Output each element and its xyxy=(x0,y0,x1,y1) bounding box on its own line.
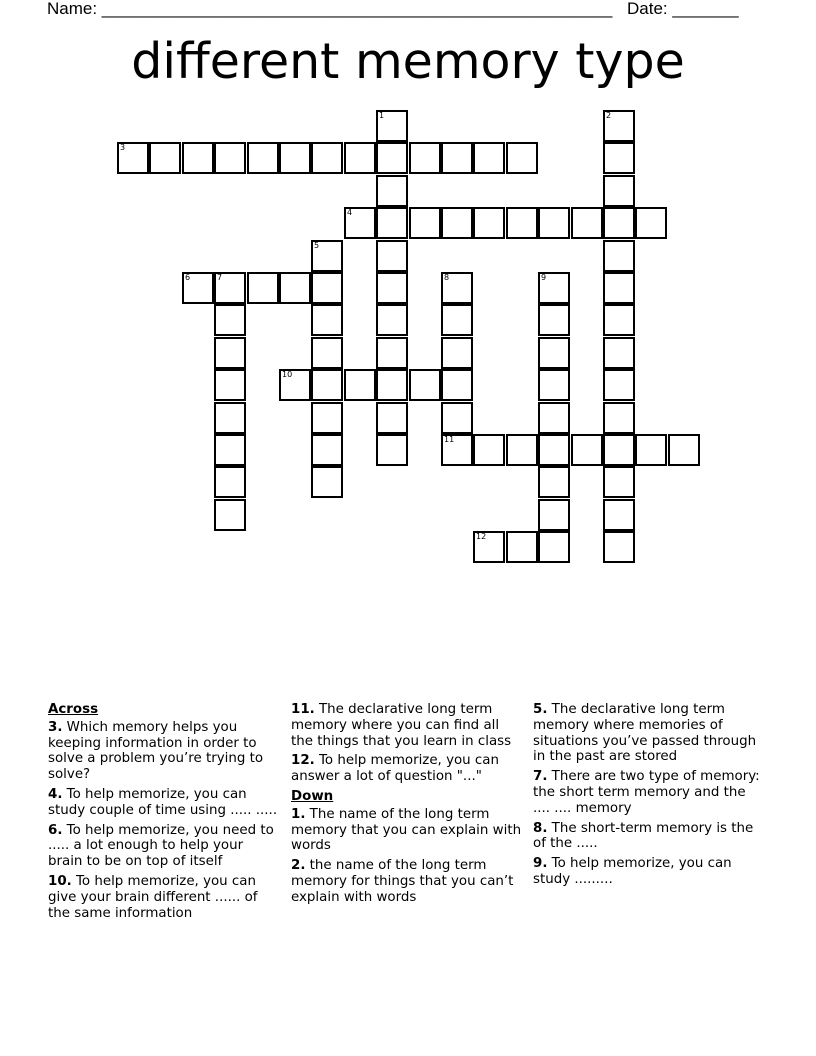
crossword-cell[interactable] xyxy=(441,304,473,336)
clue-number: 6. xyxy=(48,822,63,838)
crossword-cell[interactable] xyxy=(473,207,505,239)
crossword-cell[interactable] xyxy=(182,272,214,304)
clue-across-6 xyxy=(48,823,280,870)
crossword-cell[interactable] xyxy=(376,434,408,466)
clue-text: The declarative long term memory where you can find all the things that you learn in class xyxy=(291,702,512,749)
cell-number: 12 xyxy=(476,532,487,541)
clue-across-4 xyxy=(48,787,280,819)
clue-across-3 xyxy=(48,720,280,783)
crossword-cell[interactable] xyxy=(182,142,214,174)
crossword-cell[interactable] xyxy=(473,531,505,563)
clue-text: To help memorize, you can answer a lot of question "..." xyxy=(291,753,499,785)
crossword-cell[interactable] xyxy=(376,402,408,434)
clue-text: The declarative long term memory where memories of situations you’ve passed through in the past are stored xyxy=(533,702,757,765)
name-field-label[interactable]: Name: ______________________________________________________ xyxy=(47,0,613,18)
cell-number: 7 xyxy=(217,273,223,282)
crossword-cell[interactable] xyxy=(441,402,473,434)
clue-down-1 xyxy=(291,807,523,854)
clue-text: There are two type of memory: the short term memory and the .... .... memory xyxy=(533,769,760,816)
crossword-cell[interactable] xyxy=(214,337,246,369)
clue-text: To help memorize, you can give your brain different ...... of the same information xyxy=(48,873,258,921)
clue-across-12 xyxy=(291,753,523,785)
crossword-cell[interactable] xyxy=(117,142,149,174)
crossword-cell[interactable] xyxy=(473,434,505,466)
crossword-cell[interactable] xyxy=(603,240,635,272)
clue-number: 8. xyxy=(533,820,548,836)
crossword-cell[interactable] xyxy=(603,175,635,207)
crossword-cell[interactable] xyxy=(344,207,376,239)
crossword-cell[interactable] xyxy=(603,337,635,369)
clue-number: 5. xyxy=(533,702,548,717)
crossword-cell[interactable] xyxy=(376,175,408,207)
crossword-cell[interactable] xyxy=(603,207,635,239)
crossword-cell[interactable] xyxy=(603,499,635,531)
clue-across-10 xyxy=(48,874,280,921)
clue-across-11 xyxy=(291,702,523,749)
crossword-cell[interactable] xyxy=(538,434,570,466)
clue-number: 12. xyxy=(291,753,315,769)
page-title: different memory type xyxy=(131,33,685,90)
crossword-cell[interactable] xyxy=(376,369,408,401)
crossword-cell[interactable] xyxy=(538,531,570,563)
crossword-cell[interactable] xyxy=(603,142,635,174)
crossword-cell[interactable] xyxy=(247,272,279,304)
clue-number: 7. xyxy=(533,769,548,785)
clue-text: The short-term memory is the of the ..... xyxy=(533,820,754,852)
crossword-cell[interactable] xyxy=(311,240,343,272)
cell-number: 5 xyxy=(314,241,320,250)
crossword-cell[interactable] xyxy=(279,142,311,174)
clues-column-2 xyxy=(291,702,523,910)
clue-down-5 xyxy=(533,702,765,765)
clues-column-1 xyxy=(48,702,280,925)
clue-down-9 xyxy=(533,856,765,888)
crossword-cell[interactable] xyxy=(635,207,667,239)
crossword-cell[interactable] xyxy=(214,466,246,498)
crossword-cell[interactable] xyxy=(538,466,570,498)
crossword-cell[interactable] xyxy=(409,207,441,239)
crossword-cell[interactable] xyxy=(635,434,667,466)
crossword-cell[interactable] xyxy=(538,207,570,239)
crossword-cell[interactable] xyxy=(376,304,408,336)
clue-number: 1. xyxy=(291,806,306,822)
cell-number: 2 xyxy=(606,111,612,120)
cell-number: 9 xyxy=(541,273,547,282)
crossword-cell[interactable] xyxy=(311,434,343,466)
clue-text: To help memorize, you can study ......... xyxy=(533,856,732,887)
crossword-cell[interactable] xyxy=(538,304,570,336)
clue-text: To help memorize, you need to ..... a lot enough to help your brain to be on top of itself xyxy=(48,822,274,870)
crossword-cell[interactable] xyxy=(473,142,505,174)
clue-down-7 xyxy=(533,769,765,816)
crossword-cell[interactable] xyxy=(603,369,635,401)
crossword-cell[interactable] xyxy=(376,272,408,304)
crossword-cell[interactable] xyxy=(214,499,246,531)
crossword-cell[interactable] xyxy=(376,110,408,142)
across-heading: Across xyxy=(48,702,99,717)
crossword-cell[interactable] xyxy=(571,434,603,466)
crossword-cell[interactable] xyxy=(506,531,538,563)
clue-number: 10. xyxy=(48,873,72,889)
crossword-cell[interactable] xyxy=(668,434,700,466)
clue-text: the name of the long term memory for things that you can’t explain with words xyxy=(291,858,514,905)
crossword-cell[interactable] xyxy=(603,434,635,466)
crossword-cell[interactable] xyxy=(441,337,473,369)
crossword-cell[interactable] xyxy=(376,142,408,174)
clue-number: 9. xyxy=(533,856,548,872)
crossword-cell[interactable] xyxy=(279,369,311,401)
crossword-cell[interactable] xyxy=(441,434,473,466)
cell-number: 8 xyxy=(444,273,450,282)
cell-number: 4 xyxy=(347,208,353,217)
crossword-cell[interactable] xyxy=(538,369,570,401)
crossword-cell[interactable] xyxy=(376,337,408,369)
crossword-cell[interactable] xyxy=(603,272,635,304)
crossword-cell[interactable] xyxy=(214,434,246,466)
crossword-cell[interactable] xyxy=(441,369,473,401)
crossword-cell[interactable] xyxy=(214,402,246,434)
crossword-cell[interactable] xyxy=(538,499,570,531)
cell-number: 10 xyxy=(282,370,293,379)
crossword-cell[interactable] xyxy=(538,337,570,369)
crossword-cell[interactable] xyxy=(603,304,635,336)
crossword-cell[interactable] xyxy=(538,402,570,434)
crossword-cell[interactable] xyxy=(344,369,376,401)
clue-number: 3. xyxy=(48,719,63,735)
cell-number: 3 xyxy=(120,143,126,152)
crossword-cell[interactable] xyxy=(409,142,441,174)
crossword-cell[interactable] xyxy=(311,369,343,401)
crossword-cell[interactable] xyxy=(311,142,343,174)
cell-number: 11 xyxy=(444,435,455,444)
down-heading: Down xyxy=(291,788,334,804)
clue-number: 4. xyxy=(48,786,63,802)
crossword-cell[interactable] xyxy=(311,466,343,498)
clue-text: Which memory helps you keeping information in order to solve a problem you’re trying to solve? xyxy=(48,719,264,783)
crossword-cell[interactable] xyxy=(311,272,343,304)
crossword-cell[interactable] xyxy=(311,402,343,434)
crossword-cell[interactable] xyxy=(506,142,538,174)
crossword-cell[interactable] xyxy=(376,207,408,239)
crossword-cell[interactable] xyxy=(441,272,473,304)
clue-text: To help memorize, you can study couple of time using ..... ..... xyxy=(48,786,278,818)
crossword-cell[interactable] xyxy=(279,272,311,304)
cell-number: 1 xyxy=(379,111,385,120)
crossword-cell[interactable] xyxy=(506,207,538,239)
crossword-cell[interactable] xyxy=(149,142,181,174)
crossword-cell[interactable] xyxy=(214,369,246,401)
crossword-cell[interactable] xyxy=(376,240,408,272)
clue-down-8 xyxy=(533,821,765,853)
crossword-cell[interactable] xyxy=(344,142,376,174)
clue-down-2 xyxy=(291,858,523,905)
date-field-label[interactable]: Date: _______ xyxy=(627,0,739,18)
clue-text: The name of the long term memory that you can explain with words xyxy=(291,806,522,854)
clue-number: 11. xyxy=(291,702,315,717)
crossword-cell[interactable] xyxy=(603,110,635,142)
crossword-cell[interactable] xyxy=(571,207,603,239)
crossword-cell[interactable] xyxy=(214,304,246,336)
crossword-cell[interactable] xyxy=(311,304,343,336)
crossword-cell[interactable] xyxy=(441,142,473,174)
crossword-cell[interactable] xyxy=(311,337,343,369)
crossword-cell[interactable] xyxy=(214,272,246,304)
crossword-cell[interactable] xyxy=(603,531,635,563)
crossword-cell[interactable] xyxy=(506,434,538,466)
crossword-cell[interactable] xyxy=(409,369,441,401)
crossword-cell[interactable] xyxy=(603,466,635,498)
clue-number: 2. xyxy=(291,858,306,874)
crossword-cell[interactable] xyxy=(441,207,473,239)
clues-column-3 xyxy=(533,702,765,892)
cell-number: 6 xyxy=(185,273,191,282)
crossword-cell[interactable] xyxy=(603,402,635,434)
crossword-cell[interactable] xyxy=(247,142,279,174)
crossword-cell[interactable] xyxy=(538,272,570,304)
crossword-cell[interactable] xyxy=(214,142,246,174)
